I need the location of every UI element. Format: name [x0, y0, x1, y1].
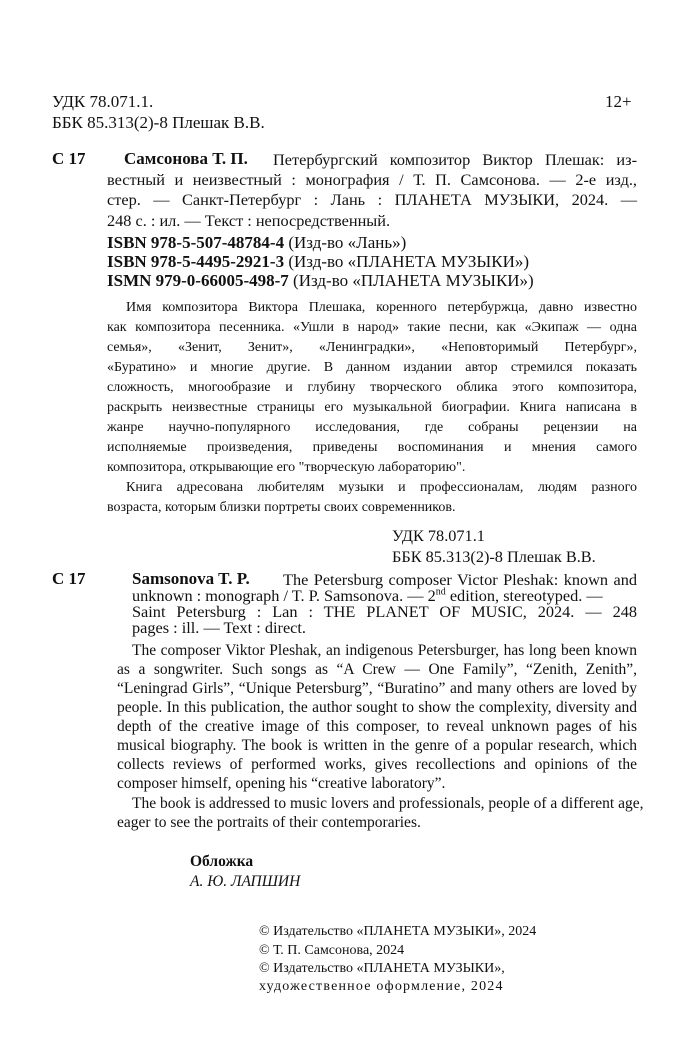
ismn-publisher: (Изд-во «ПЛАНЕТА МУЗЫКИ»)	[293, 271, 534, 290]
cover-credit-name: А. Ю. ЛАПШИН	[190, 873, 301, 890]
copyright-line: художественное оформление, 2024	[259, 979, 504, 994]
ru-annotation-line: композитора, открывающие его "творческую лабораторию".	[107, 460, 466, 475]
en-annotation-line: people. In this publication, the author sought to show the complexity, diversity and	[117, 699, 637, 716]
en-annotation-line: depth of the creative image of this composer, to reveal unknown pages of his	[117, 718, 637, 735]
ru-annotation-line: как композитора песенника. «Ушли в народ» такие песни, как «Экипаж — одна	[107, 320, 637, 335]
copyright-line: © Т. П. Самсонова, 2024	[259, 943, 405, 958]
en-record-line-text: unknown : monograph / T. P. Samsonova. — 2	[132, 586, 436, 605]
bbk-footer: ББК 85.313(2)-8 Плешак В.В.	[392, 547, 596, 566]
en-record-line: pages : ill. — Text : direct.	[132, 618, 306, 637]
ismn-code: ISMN 979-0-66005-498-7	[107, 271, 289, 290]
en-record-line: Saint Petersburg : Lan : THE PLANET OF MUSIC, 2024. — 248	[132, 602, 637, 621]
ru-record-line: 248 с. : ил. — Текст : непосредственный.	[107, 211, 391, 230]
ru-record-author: Самсонова Т. П.	[124, 149, 248, 168]
udk-footer: УДК 78.071.1	[392, 526, 485, 545]
ru-record-code: С 17	[52, 149, 86, 168]
en-annotation-line: “Leningrad Girls”, “Unique Petersburg”, “Buratino” and many others are loved by	[117, 680, 637, 697]
isbn-line	[107, 233, 406, 253]
en-annotation-line: as a songwriter. Such songs as “A Crew — One Family”, “Zenith, Zenith”,	[117, 661, 637, 678]
isbn-code: ISBN 978-5-4495-2921-3	[107, 252, 285, 271]
en-annotation-line: musical biography. The book is written in the genre of a popular research, which	[117, 737, 637, 754]
ru-record-line: стер. — Санкт-Петербург : Лань : ПЛАНЕТА МУЗЫКИ, 2024. —	[107, 190, 637, 209]
isbn-publisher: (Изд-во «ПЛАНЕТА МУЗЫКИ»)	[288, 252, 530, 271]
en-annotation-line: collects reviews of performed works, gives recollections and opinions of the	[117, 756, 637, 773]
isbn-publisher: (Изд-во «Лань»)	[288, 233, 407, 252]
bbk-header: ББК 85.313(2)-8 Плешак В.В.	[52, 113, 265, 132]
en-annotation-line: The composer Viktor Pleshak, an indigenous Petersburger, has long been known	[132, 642, 637, 659]
ru-annotation-line: Имя композитора Виктора Плешака, коренного петербуржца, давно известно	[126, 300, 637, 315]
en-annotation-line: eager to see the portraits of their contemporaries.	[117, 814, 421, 831]
en-record-line: The Petersburg composer Victor Pleshak: known and	[283, 570, 637, 589]
ismn-line	[107, 271, 534, 291]
age-rating: 12+	[605, 92, 632, 111]
ru-annotation-line: исполняемые произведения, приведены воспоминания и мнения самого	[107, 440, 637, 455]
cover-credit-label: Обложка	[190, 853, 254, 870]
ru-annotation-line: возраста, которым близки портреты своих современников.	[107, 500, 456, 515]
en-annotation-line: composer himself, opening his “creative laboratory”.	[117, 775, 446, 792]
ordinal-suffix: nd	[435, 586, 446, 598]
en-record-author: Samsonova T. P.	[132, 569, 250, 588]
ru-annotation-line: сложность, многообразие и глубину творческого облика этого композитора,	[107, 380, 637, 395]
ru-annotation-line: раскрыть неизвестные страницы его музыкальной биографии. Книга написана в	[107, 400, 637, 415]
en-record-line-text: edition, stereotyped. —	[445, 586, 603, 605]
ru-record-line: вестный и неизвестный : монография / Т. П. Самсонова. — 2-е изд.,	[107, 170, 637, 189]
isbn-line	[107, 252, 529, 272]
ru-annotation-line: жанре научно-популярного исследования, где собраны рецензии на	[107, 420, 637, 435]
ru-record-line: Петербургский композитор Виктор Плешак: из-	[273, 150, 637, 169]
en-record-code: С 17	[52, 569, 86, 588]
ru-annotation-line: «Буратино» и многие другие. В данном издании автор стремился показать	[107, 360, 637, 375]
copyright-line: © Издательство «ПЛАНЕТА МУЗЫКИ»,	[259, 961, 505, 976]
en-annotation-line: The book is addressed to music lovers and professionals, people of a different age,	[132, 795, 644, 812]
ru-annotation-line: Книга адресована любителям музыки и профессионалам, людям разного	[126, 480, 637, 495]
copyright-line: © Издательство «ПЛАНЕТА МУЗЫКИ», 2024	[259, 924, 537, 939]
ru-annotation-line: семья», «Зенит, Зенит», «Ленинградки», «Неповторимый Петербург»,	[107, 340, 637, 355]
isbn-code: ISBN 978-5-507-48784-4	[107, 233, 285, 252]
udk-header: УДК 78.071.1.	[52, 92, 154, 111]
